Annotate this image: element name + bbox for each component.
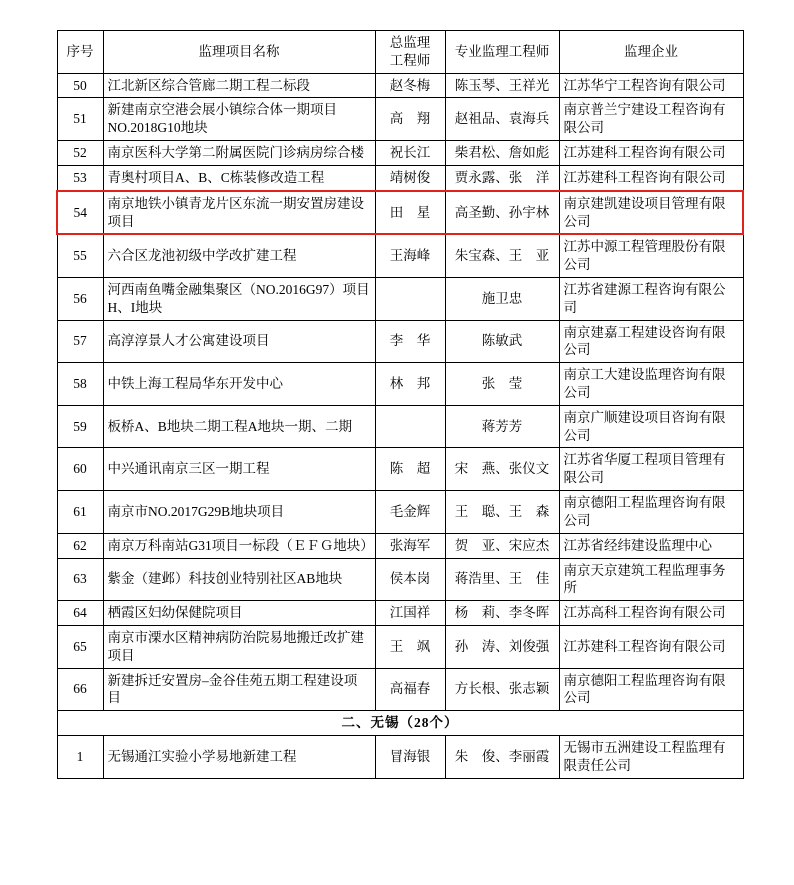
cell-seq: 63 — [57, 558, 103, 601]
cell-project-name: 中铁上海工程局华东开发中心 — [103, 363, 375, 406]
cell-chief-engineer: 冒海银 — [375, 736, 445, 779]
cell-chief-engineer: 张海军 — [375, 533, 445, 558]
cell-seq: 59 — [57, 405, 103, 448]
cell-supervision-firm: 江苏省华厦工程项目管理有限公司 — [559, 448, 743, 491]
cell-project-name: 紫金（建邺）科技创业特别社区AB地块 — [103, 558, 375, 601]
table-row — [57, 668, 743, 711]
cell-project-name: 南京市NO.2017G29B地块项目 — [103, 491, 375, 534]
table-header — [57, 31, 743, 74]
column-header-seq: 序号 — [57, 31, 103, 74]
cell-supervision-firm: 南京天京建筑工程监理事务所 — [559, 558, 743, 601]
cell-chief-engineer: 高福春 — [375, 668, 445, 711]
cell-specialty-engineer: 朱 俊、李丽霞 — [445, 736, 559, 779]
cell-seq: 57 — [57, 320, 103, 363]
cell-project-name: 南京市溧水区精神病防治院易地搬迁改扩建项目 — [103, 625, 375, 668]
cell-project-name: 河西南鱼嘴金融集聚区（NO.2016G97）项目H、I地块 — [103, 277, 375, 320]
table-row — [57, 234, 743, 277]
cell-specialty-engineer: 方长根、张志颖 — [445, 668, 559, 711]
cell-chief-engineer: 田 星 — [375, 191, 445, 235]
table-row — [57, 73, 743, 98]
cell-supervision-firm: 南京建凯建设项目管理有限公司 — [559, 191, 743, 235]
table-row — [57, 141, 743, 166]
table-row — [57, 191, 743, 235]
cell-specialty-engineer: 陈敏武 — [445, 320, 559, 363]
table-row — [57, 601, 743, 626]
table-row — [57, 558, 743, 601]
cell-supervision-firm: 江苏华宁工程咨询有限公司 — [559, 73, 743, 98]
cell-project-name: 青奥村项目A、B、C栋装修改造工程 — [103, 165, 375, 190]
cell-chief-engineer: 王 飒 — [375, 625, 445, 668]
cell-specialty-engineer: 孙 涛、刘俊强 — [445, 625, 559, 668]
cell-chief-engineer — [375, 405, 445, 448]
cell-chief-engineer: 侯本岗 — [375, 558, 445, 601]
table-row — [57, 405, 743, 448]
table-row — [57, 491, 743, 534]
cell-supervision-firm: 南京建嘉工程建设咨询有限公司 — [559, 320, 743, 363]
cell-chief-engineer: 祝长江 — [375, 141, 445, 166]
cell-specialty-engineer: 施卫忠 — [445, 277, 559, 320]
cell-chief-engineer: 李 华 — [375, 320, 445, 363]
cell-specialty-engineer: 宋 燕、张仪文 — [445, 448, 559, 491]
section-title-row — [57, 711, 743, 736]
cell-project-name: 栖霞区妇幼保健院项目 — [103, 601, 375, 626]
table-header-row — [57, 31, 743, 74]
cell-specialty-engineer: 柴君松、詹如彪 — [445, 141, 559, 166]
cell-supervision-firm: 江苏省经纬建设监理中心 — [559, 533, 743, 558]
cell-chief-engineer — [375, 277, 445, 320]
cell-seq: 60 — [57, 448, 103, 491]
cell-specialty-engineer: 蒋芳芳 — [445, 405, 559, 448]
cell-project-name: 板桥A、B地块二期工程A地块一期、二期 — [103, 405, 375, 448]
cell-project-name: 南京医科大学第二附属医院门诊病房综合楼 — [103, 141, 375, 166]
column-header-chief-engineer — [375, 31, 445, 74]
cell-seq: 58 — [57, 363, 103, 406]
cell-seq: 54 — [57, 191, 103, 235]
table-row — [57, 533, 743, 558]
table-row — [57, 277, 743, 320]
cell-supervision-firm: 江苏省建源工程咨询有限公司 — [559, 277, 743, 320]
cell-supervision-firm: 南京德阳工程监理咨询有限公司 — [559, 668, 743, 711]
cell-seq: 50 — [57, 73, 103, 98]
cell-seq: 56 — [57, 277, 103, 320]
cell-specialty-engineer: 贾永露、张 洋 — [445, 165, 559, 190]
cell-project-name: 新建拆迁安置房–金谷佳苑五期工程建设项目 — [103, 668, 375, 711]
table-row — [57, 320, 743, 363]
cell-specialty-engineer: 王 聪、王 森 — [445, 491, 559, 534]
cell-specialty-engineer: 赵祖品、袁海兵 — [445, 98, 559, 141]
cell-supervision-firm: 南京德阳工程监理咨询有限公司 — [559, 491, 743, 534]
column-header-project-name: 监理项目名称 — [103, 31, 375, 74]
column-header-supervision-firm: 监理企业 — [559, 31, 743, 74]
cell-seq: 62 — [57, 533, 103, 558]
cell-supervision-firm: 江苏高科工程咨询有限公司 — [559, 601, 743, 626]
cell-seq: 1 — [57, 736, 103, 779]
table-row — [57, 736, 743, 779]
cell-seq: 64 — [57, 601, 103, 626]
cell-seq: 65 — [57, 625, 103, 668]
cell-specialty-engineer: 蒋浩里、王 佳 — [445, 558, 559, 601]
cell-specialty-engineer: 陈玉琴、王祥光 — [445, 73, 559, 98]
cell-seq: 61 — [57, 491, 103, 534]
cell-chief-engineer: 江国祥 — [375, 601, 445, 626]
cell-chief-engineer: 靖树俊 — [375, 165, 445, 190]
cell-supervision-firm: 江苏建科工程咨询有限公司 — [559, 625, 743, 668]
table-body — [57, 73, 743, 778]
cell-supervision-firm: 南京广顺建设项目咨询有限公司 — [559, 405, 743, 448]
cell-seq: 51 — [57, 98, 103, 141]
table-row — [57, 165, 743, 190]
cell-seq: 66 — [57, 668, 103, 711]
cell-project-name: 无锡通江实验小学易地新建工程 — [103, 736, 375, 779]
column-header-specialty-engineer: 专业监理工程师 — [445, 31, 559, 74]
table-row — [57, 625, 743, 668]
cell-supervision-firm: 江苏建科工程咨询有限公司 — [559, 141, 743, 166]
cell-supervision-firm: 南京普兰宁建设工程咨询有限公司 — [559, 98, 743, 141]
cell-project-name: 南京地铁小镇青龙片区东流一期安置房建设项目 — [103, 191, 375, 235]
cell-project-name: 中兴通讯南京三区一期工程 — [103, 448, 375, 491]
cell-specialty-engineer: 杨 莉、李冬晖 — [445, 601, 559, 626]
cell-project-name: 新建南京空港会展小镇综合体一期项目NO.2018G10地块 — [103, 98, 375, 141]
table-row — [57, 363, 743, 406]
cell-chief-engineer: 高 翔 — [375, 98, 445, 141]
cell-supervision-firm: 江苏中源工程管理股份有限公司 — [559, 234, 743, 277]
cell-chief-engineer: 王海峰 — [375, 234, 445, 277]
column-header-chief-engineer-line2: 工程师 — [389, 52, 431, 68]
cell-supervision-firm: 江苏建科工程咨询有限公司 — [559, 165, 743, 190]
cell-specialty-engineer: 贺 亚、宋应杰 — [445, 533, 559, 558]
column-header-chief-engineer-line1: 总监理 — [389, 35, 431, 50]
cell-chief-engineer: 陈 超 — [375, 448, 445, 491]
cell-supervision-firm: 南京工大建设监理咨询有限公司 — [559, 363, 743, 406]
cell-chief-engineer: 林 邦 — [375, 363, 445, 406]
cell-project-name: 高淳淳景人才公寓建设项目 — [103, 320, 375, 363]
cell-seq: 53 — [57, 165, 103, 190]
cell-supervision-firm: 无锡市五洲建设工程监理有限责任公司 — [559, 736, 743, 779]
table-row — [57, 98, 743, 141]
cell-specialty-engineer: 张 莹 — [445, 363, 559, 406]
cell-seq: 55 — [57, 234, 103, 277]
section-title: 二、无锡（28个） — [57, 711, 743, 736]
cell-specialty-engineer: 高圣勤、孙宇林 — [445, 191, 559, 235]
table-row — [57, 448, 743, 491]
cell-seq: 52 — [57, 141, 103, 166]
cell-project-name: 南京万科南站G31项目一标段（ＥＦＧ地块） — [103, 533, 375, 558]
cell-project-name: 江北新区综合管廊二期工程二标段 — [103, 73, 375, 98]
cell-project-name: 六合区龙池初级中学改扩建工程 — [103, 234, 375, 277]
cell-chief-engineer: 赵冬梅 — [375, 73, 445, 98]
cell-specialty-engineer: 朱宝森、王 亚 — [445, 234, 559, 277]
cell-chief-engineer: 毛金辉 — [375, 491, 445, 534]
supervision-projects-table — [56, 30, 744, 779]
